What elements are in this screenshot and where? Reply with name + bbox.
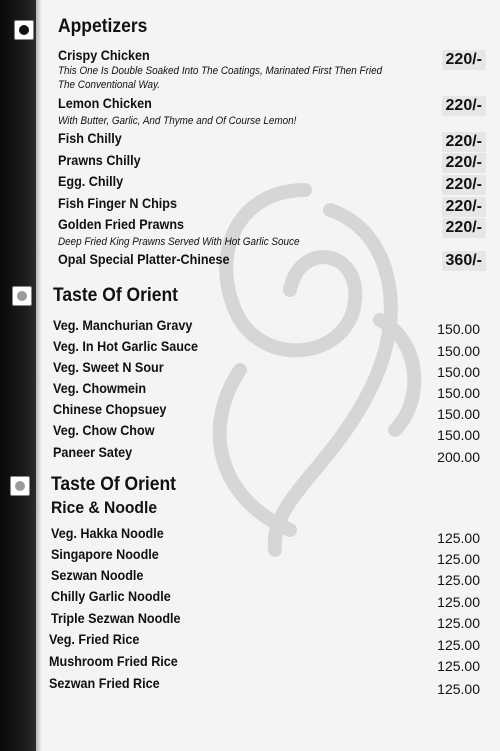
menu-item-name: Veg. In Hot Garlic Sauce — [53, 338, 198, 354]
menu-item-name: Triple Sezwan Noodle — [51, 610, 181, 626]
menu-item-price: 220/- — [442, 50, 486, 70]
menu-item-price: 150.00 — [437, 385, 480, 401]
menu-item-name: Sezwan Fried Rice — [49, 675, 160, 691]
menu-item-price: 125.00 — [437, 530, 480, 546]
menu-item-name: Crispy Chicken — [58, 47, 150, 63]
menu-item-name: Veg. Chow Chow — [53, 422, 155, 438]
menu-item-name: Veg. Fried Rice — [49, 631, 140, 647]
menu-item-price: 125.00 — [437, 658, 480, 674]
menu-item-price: 200.00 — [437, 449, 480, 465]
menu-item-price: 125.00 — [437, 551, 480, 567]
menu-item-price: 150.00 — [437, 343, 480, 359]
menu-item-price: 220/- — [442, 197, 486, 217]
section-subtitle-rice-noodle: Rice & Noodle — [51, 498, 158, 517]
menu-item-name: Veg. Hakka Noodle — [51, 525, 164, 541]
menu-item-price: 360/- — [442, 251, 486, 271]
section-bullet-icon — [12, 286, 32, 306]
section-title-taste-of-orient: Taste Of Orient — [51, 474, 176, 495]
menu-item-desc: With Butter, Garlic, And Thyme and Of Course Lemon! — [58, 115, 297, 127]
menu-item-name: Fish Chilly — [58, 130, 122, 146]
swirl-watermark-icon — [180, 170, 430, 560]
menu-item-name: Veg. Sweet N Sour — [53, 359, 164, 375]
menu-item-price: 125.00 — [437, 594, 480, 610]
menu-item-desc: This One Is Double Soaked Into The Coatings, Marinated First Then Fried The Conventional Way. — [58, 65, 383, 91]
menu-item-price: 220/- — [442, 153, 486, 173]
menu-item-name: Golden Fried Prawns — [58, 216, 185, 232]
menu-item-price: 220/- — [442, 132, 486, 152]
menu-item-price: 150.00 — [437, 364, 480, 380]
menu-item-price: 220/- — [442, 96, 486, 116]
section-bullet-icon — [10, 476, 30, 496]
menu-item-price: 150.00 — [437, 321, 480, 337]
menu-item-name: Chilly Garlic Noodle — [51, 588, 171, 604]
menu-item-name: Veg. Manchurian Gravy — [53, 317, 193, 333]
menu-item-name: Egg. Chilly — [58, 173, 124, 189]
menu-item-name: Fish Finger N Chips — [58, 195, 178, 211]
section-title-appetizers: Appetizers — [58, 16, 148, 37]
menu-item-name: Mushroom Fried Rice — [49, 653, 178, 669]
menu-item-name: Opal Special Platter-Chinese — [58, 251, 230, 267]
menu-item-price: 150.00 — [437, 427, 480, 443]
menu-item-name: Veg. Chowmein — [53, 380, 147, 396]
menu-item-name: Paneer Satey — [53, 444, 133, 460]
section-title-taste-of-orient: Taste Of Orient — [53, 285, 178, 306]
menu-item-name: Lemon Chicken — [58, 95, 152, 111]
menu-item-name: Sezwan Noodle — [51, 567, 144, 583]
menu-item-name: Chinese Chopsuey — [53, 401, 167, 417]
menu-item-price: 220/- — [442, 218, 486, 238]
menu-item-price: 125.00 — [437, 681, 480, 697]
section-bullet-icon — [14, 20, 34, 40]
menu-item-price: 150.00 — [437, 406, 480, 422]
spine-shadow — [36, 0, 42, 751]
menu-item-price: 125.00 — [437, 615, 480, 631]
menu-item-name: Singapore Noodle — [51, 546, 159, 562]
menu-item-price: 125.00 — [437, 637, 480, 653]
menu-item-desc: Deep Fried King Prawns Served With Hot Garlic Souce — [58, 236, 300, 248]
menu-item-price: 125.00 — [437, 572, 480, 588]
binding-spine — [0, 0, 36, 751]
menu-item-name: Prawns Chilly — [58, 152, 141, 168]
menu-item-price: 220/- — [442, 175, 486, 195]
